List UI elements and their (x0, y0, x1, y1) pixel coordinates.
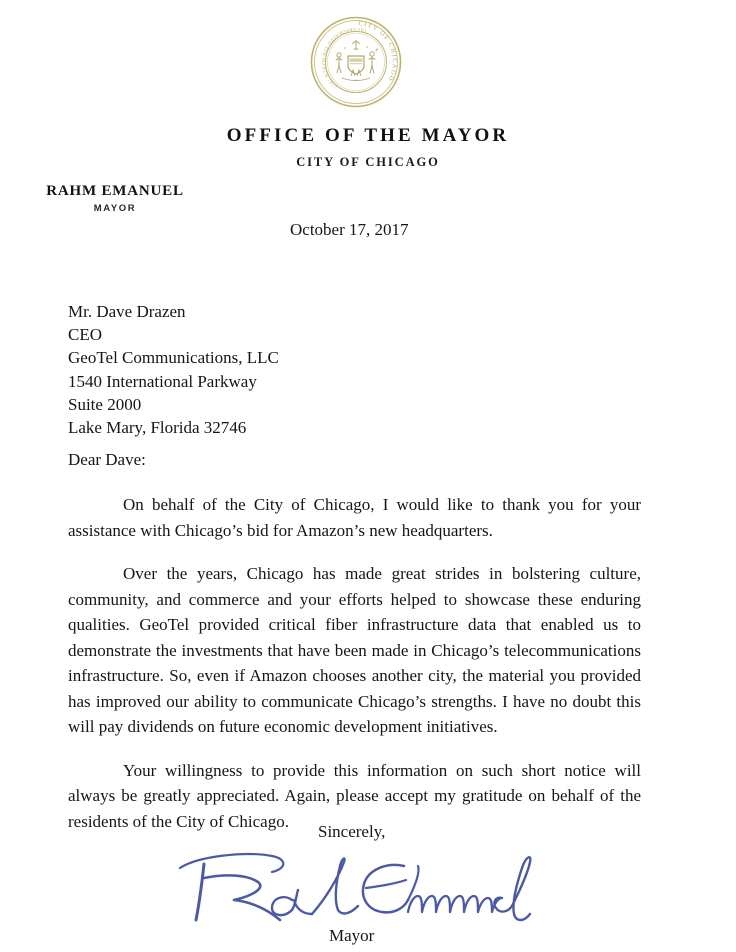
body-paragraph: Over the years, Chicago has made great strides in bolstering culture, community, and commerce and your efforts helped to showcase these enduring qualities. GeoTel provided critical fiber infrastructure data that enabled us to demonstrate the investments that have been made in Chicago’s telecommunications infrastructure. So, even if Amazon chooses another city, the material you provided has improved our ability to communicate Chicago’s strengths. I have no doubt this will pay dividends on future economic development initiatives. (68, 564, 641, 736)
svg-text:INCORPORATED 4TH MARCH 1837: INCORPORATED 4TH MARCH 1837 (320, 26, 367, 91)
mayor-name: RAHM EMANUEL (46, 183, 184, 199)
letter-date: October 17, 2017 (290, 220, 409, 239)
svg-text:CITY OF CHICAGO: CITY OF CHICAGO (358, 21, 398, 83)
address-line: 1540 International Parkway (68, 371, 257, 391)
letter-body (68, 492, 641, 834)
city-of-chicago-seal-icon (308, 14, 404, 110)
letterhead-title: OFFICE OF THE MAYOR (226, 125, 510, 146)
recipient-address (68, 300, 279, 439)
mayor-name-block (30, 183, 200, 214)
address-line: CEO (68, 325, 102, 345)
handwritten-signature-icon (168, 838, 538, 934)
address-line: Mr. Dave Drazen (68, 302, 186, 321)
letterhead (0, 126, 736, 170)
address-line: GeoTel Communications, LLC (68, 348, 279, 368)
salutation: Dear Dave: (68, 450, 146, 469)
body-paragraph: On behalf of the City of Chicago, I would like to thank you for your assistance with Chicago’s bid for Amazon’s new headquarters. (68, 495, 641, 540)
letterhead-subtitle: CITY OF CHICAGO (296, 154, 440, 169)
address-line: Lake Mary, Florida 32746 (68, 418, 247, 438)
signature-title: Mayor (329, 926, 375, 945)
closing-salutation: Sincerely, (318, 822, 386, 841)
address-line: Suite 2000 (68, 394, 142, 414)
body-paragraph: Your willingness to provide this information on such short notice will always be greatly appreciated. Again, please accept my gratitude on behalf of the residents of the City of Chicago. (68, 760, 641, 831)
mayor-role: MAYOR (93, 203, 137, 214)
